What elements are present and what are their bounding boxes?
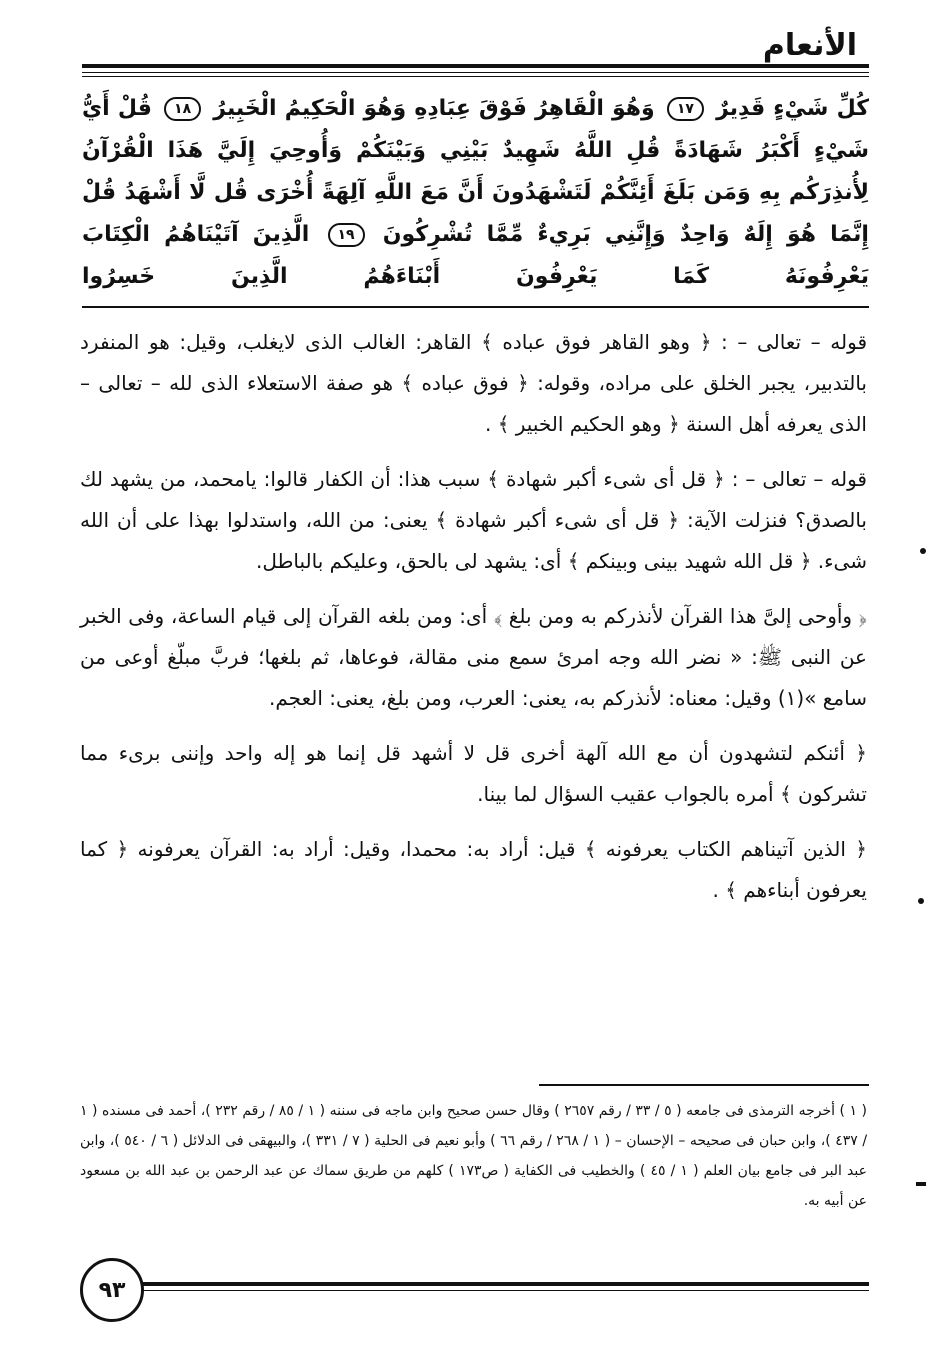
footnote-separator — [539, 1084, 869, 1086]
verse-text: قُلْ أَيُّ شَيْءٍ أَكْبَرُ شَهَادَةً قُلِ اللَّهُ شَهِيدٌ بَيْنِي وَبَيْنَكُمْ وَأُوحِيَ إِلَيَّ هَذَا الْقُرْآنُ لِأُنذِرَكُم بِهِ وَمَن بَلَغَ أَئِنَّكُمْ لَتَشْهَدُونَ أَنَّ مَعَ اللَّهِ آلِهَةً أُخْرَى قُل لَّا أَشْهَدُ قُلْ إِنَّمَا هُوَ إِلَهٌ وَاحِدٌ وَإِنَّنِي بَرِيءٌ مِّمَّا تُشْرِكُونَ — [82, 96, 869, 247]
verse-text: وَهُوَ الْقَاهِرُ فَوْقَ عِبَادِهِ وَهُوَ الْحَكِيمُ الْخَبِيرُ — [213, 96, 655, 121]
commentary-paragraph: ﴿ وأوحى إلىَّ هذا القرآن لأنذركم به ومن بلغ ﴾ أى: ومن بلغه القرآن إلى قيام الساعة، وفى الخبر عن النبى ﷺ: « نضر الله وجه امرئ سمع منى مقالة، فوعاها، ثم بلغها؛ فربَّ مبلّغ أوعى من سامع »(١) وقيل: معناه: لأنذركم به، يعنى: العرب، ومن بلغ، يعنى: العجم. — [80, 604, 867, 710]
header-rule-thin — [82, 72, 869, 73]
surah-title: الأنعام — [762, 28, 857, 63]
page-number: ٩٣ — [80, 1258, 144, 1322]
commentary-paragraph: قوله – تعالى – : ﴿ قل أى شىء أكبر شهادة ﴾ سبب هذا: أن الكفار قالوا: يامحمد، من يشهد لك بالصدق؟ فنزلت الآية: ﴿ قل أى شىء أكبر شهادة ﴾ يعنى: من الله، واستدلوا بهذا على أن الله شىء. ﴿ قل الله شهيد بينى وبينكم ﴾ أى: يشهد لى بالحق، وعليكم بالباطل. — [80, 467, 867, 573]
verse-text: كُلِّ شَيْءٍ قَدِيرٌ — [716, 96, 869, 121]
ayah-number-marker: ١٧ — [667, 97, 704, 121]
margin-dot — [920, 548, 926, 554]
header-rule-thick — [82, 64, 869, 68]
margin-dot — [918, 898, 924, 904]
ayah-number-marker: ١٨ — [164, 97, 201, 121]
verse-divider-rule — [82, 306, 869, 308]
margin-dot — [916, 1182, 926, 1186]
ayah-number-marker: ١٩ — [328, 223, 365, 247]
header-rule-thin-2 — [82, 76, 869, 77]
footnote: ( ١ ) أخرجه الترمذى فى جامعه ( ٥ / ٣٣ / رقم ٢٦٥٧ ) وقال حسن صحيح وابن ماجه فى سننه ( ١ / ٨٥ / رقم ٢٣٢ )، أحمد فى مسنده ( ١ / ٤٣٧ )، وابن حبان فى صحيحه – الإحسان – ( ١ / ٢٦٨ / رقم ٦٦ ) وأبو نعيم فى الحلية ( ٧ / ٣٣١ )، والبيهقى فى الدلائل ( ٦ / ٥٤٠ )، وابن عبد البر فى جامع بيان العلم ( ١ / ٤٥ ) والخطيب فى الكفاية ( ص١٧٣ ) كلهم من طريق سماك عن عبد الرحمن بن عبد الله بن مسعود عن أبيه به. — [80, 1103, 868, 1209]
verse-text: الَّذِينَ آتَيْنَاهُمُ الْكِتَابَ يَعْرِفُونَهُ كَمَا يَعْرِفُونَ أَبْنَاءَهُمُ الَّذِينَ خَسِرُوا — [82, 222, 869, 289]
commentary-paragraph: قوله – تعالى – : ﴿ وهو القاهر فوق عباده ﴾ القاهر: الغالب الذى لايغلب، وقيل: هو المنفرد بالتدبير، يجبر الخلق على مراده، وقوله: ﴿ فوق عباده ﴾ هو صفة الاستعلاء الذى لله – تعالى – الذى يعرفه أهل السنة ﴿ وهو الحكيم الخبير ﴾ . — [80, 330, 867, 436]
commentary-paragraph: ﴿ أئنكم لتشهدون أن مع الله آلهة أخرى قل لا أشهد قل إنما هو إله واحد وإننى برىء مما تشركون ﴾ أمره بالجواب عقيب السؤال لما بينا. — [80, 741, 867, 806]
footer-rule-thin — [140, 1290, 869, 1291]
commentary-body — [80, 322, 867, 925]
quran-verses — [82, 88, 869, 298]
commentary-paragraph: ﴿ الذين آتيناهم الكتاب يعرفونه ﴾ قيل: أراد به: محمدا، وقيل: أراد به: القرآن يعرفونه ﴿ كما يعرفون أبناءهم ﴾ . — [80, 837, 867, 902]
footer-rule-thick — [140, 1282, 869, 1286]
